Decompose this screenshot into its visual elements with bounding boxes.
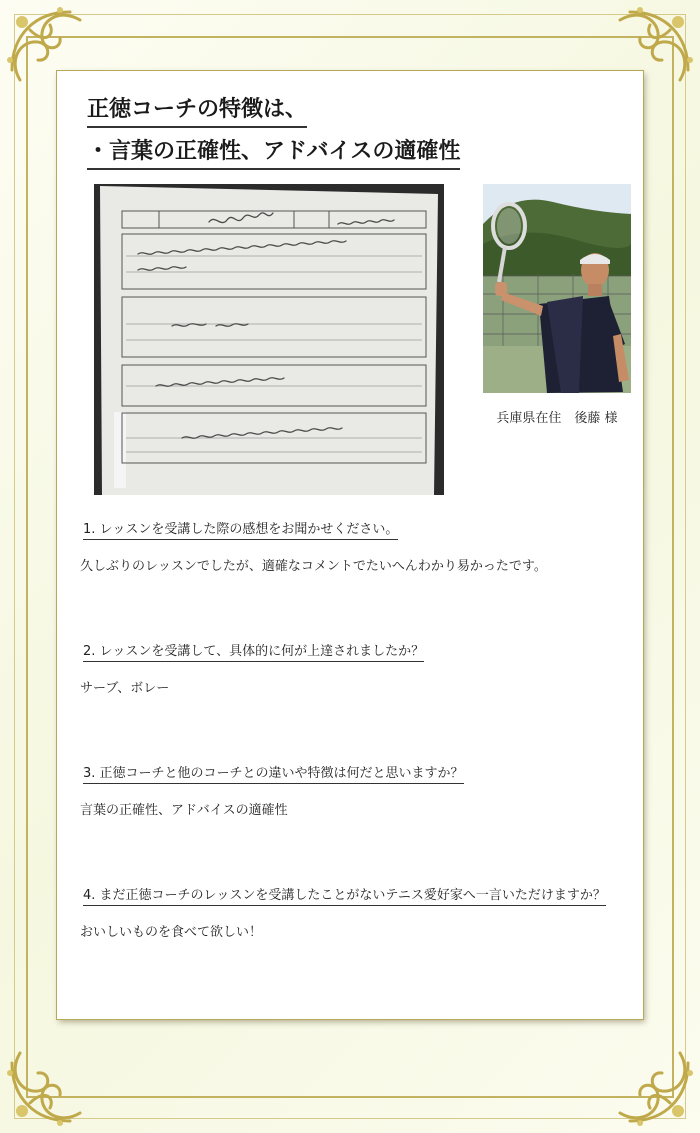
question-3: 3. 正徳コーチと他のコーチとの違いや特徴は何だと思いますか？ bbox=[83, 765, 464, 784]
page-title: 正徳コーチの特徴は、 bbox=[87, 95, 307, 128]
question-1: 1. レッスンを受講した際の感想をお聞かせください。 bbox=[83, 521, 398, 540]
survey-form-photo bbox=[94, 184, 444, 495]
corner-ornament-icon bbox=[590, 1023, 700, 1133]
customer-caption: 兵庫県在住 後藤 様 bbox=[496, 411, 618, 426]
page-subtitle: ・言葉の正確性、アドバイスの適確性 bbox=[87, 137, 460, 170]
question-4: 4. まだ正徳コーチのレッスンを受講したことがないテニス愛好家へ一言いただけますか？ bbox=[83, 887, 606, 906]
answer-3: 言葉の正確性、アドバイスの適確性 bbox=[80, 803, 288, 818]
customer-photo bbox=[483, 184, 631, 393]
answer-1: 久しぶりのレッスンでしたが、適確なコメントでたいへんわかり易かったです。 bbox=[80, 559, 547, 574]
answer-4: おいしいものを食べて欲しい！ bbox=[80, 925, 263, 940]
question-2: 2. レッスンを受講して、具体的に何が上達されましたか？ bbox=[83, 643, 424, 662]
corner-ornament-icon bbox=[0, 1023, 110, 1133]
answer-2: サーブ、ボレー bbox=[80, 681, 170, 696]
content-paper bbox=[57, 71, 643, 1019]
